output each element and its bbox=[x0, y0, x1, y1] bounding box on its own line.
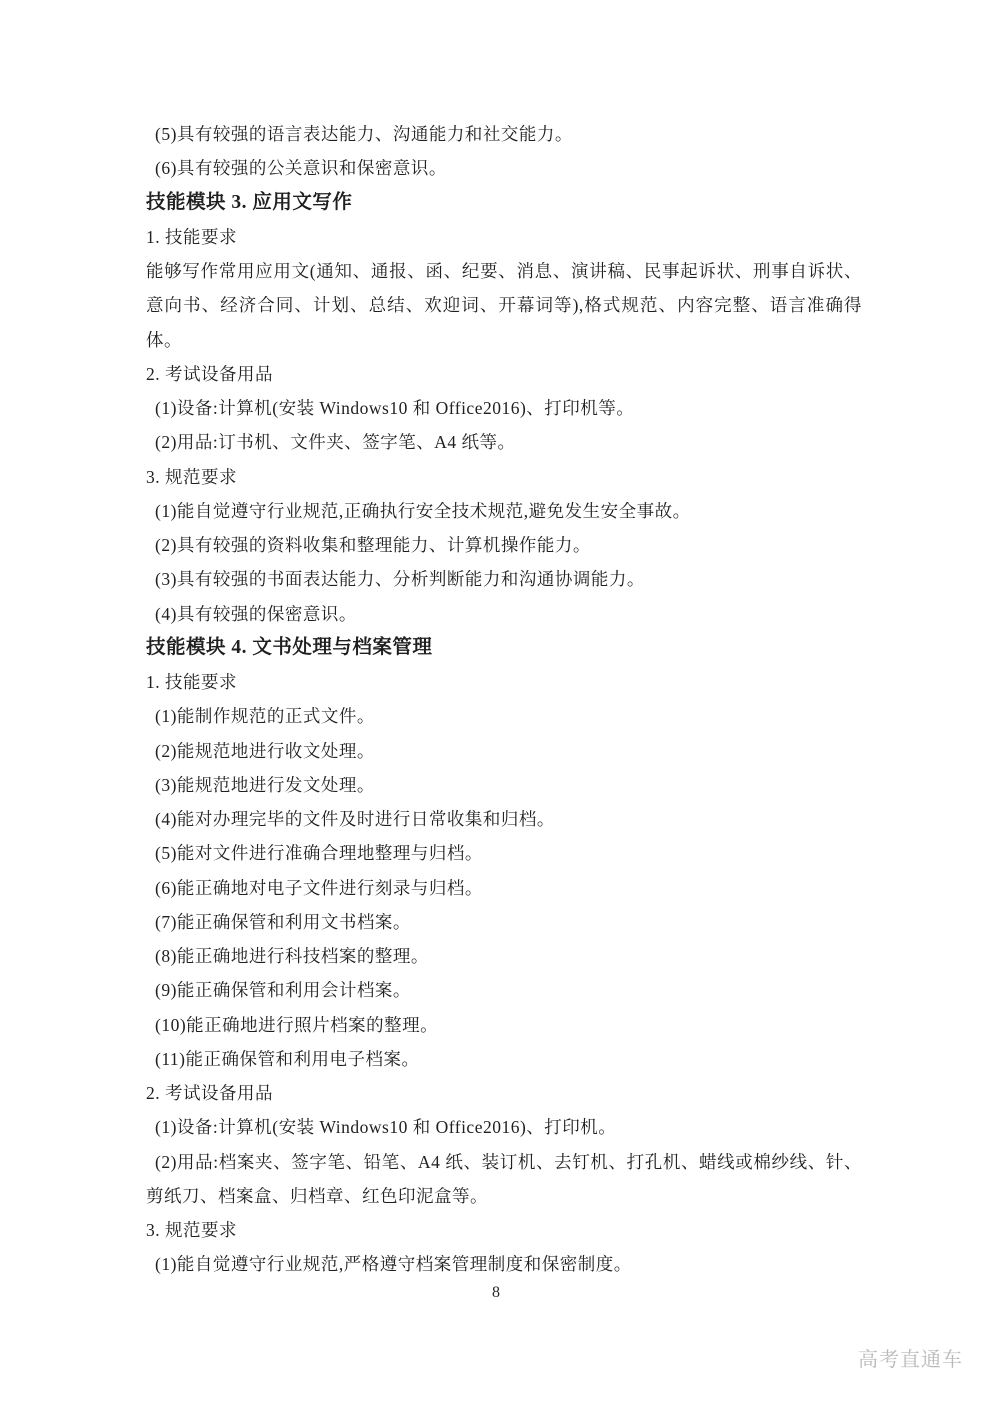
list-item: (2)能规范地进行收文处理。 bbox=[155, 740, 375, 761]
section-heading: 技能模块 4. 文书处理与档案管理 bbox=[146, 636, 433, 658]
sub-label: 2. 考试设备用品 bbox=[146, 1083, 273, 1103]
list-item: (9)能正确保管和利用会计档案。 bbox=[155, 980, 411, 1001]
section-heading: 技能模块 3. 应用文写作 bbox=[146, 191, 353, 213]
sub-label: 1. 技能要求 bbox=[146, 226, 237, 247]
list-item: (3)能规范地进行发文处理。 bbox=[155, 774, 375, 795]
sub-label: 1. 技能要求 bbox=[146, 672, 237, 692]
page-number: 8 bbox=[492, 1284, 500, 1301]
list-item: (5)具有较强的语言表达能力、沟通能力和社交能力。 bbox=[155, 124, 573, 144]
list-item: (8)能正确地进行科技档案的整理。 bbox=[155, 946, 429, 966]
list-item: (2)具有较强的资料收集和整理能力、计算机操作能力。 bbox=[155, 535, 591, 555]
list-item: (1)能自觉遵守行业规范,正确执行安全技术规范,避免发生安全事故。 bbox=[155, 500, 691, 521]
sub-label: 3. 规范要求 bbox=[146, 1220, 237, 1240]
list-item: (6)具有较强的公关意识和保密意识。 bbox=[155, 158, 447, 179]
list-item: (6)能正确地对电子文件进行刻录与归档。 bbox=[155, 877, 483, 898]
list-item: (11)能正确保管和利用电子档案。 bbox=[155, 1048, 420, 1069]
list-item: (4)具有较强的保密意识。 bbox=[155, 603, 357, 624]
list-item: (4)能对办理完毕的文件及时进行日常收集和归档。 bbox=[155, 809, 555, 829]
paragraph: 能够写作常用应用文(通知、通报、函、纪要、消息、演讲稿、民事起诉状、刑事自诉状、意向书、经济合同、计划、总结、欢迎词、开幕词等),格式规范、内容完整、语言准确得体。 bbox=[146, 261, 862, 350]
list-item: (1)设备:计算机(安装 Windows10 和 Office2016)、打印机等。 bbox=[155, 398, 635, 418]
sub-label: 3. 规范要求 bbox=[146, 466, 237, 487]
list-item: (1)能制作规范的正式文件。 bbox=[155, 706, 375, 727]
list-item: (3)具有较强的书面表达能力、分析判断能力和沟通协调能力。 bbox=[155, 569, 645, 590]
list-item: (2)用品:档案夹、签字笔、铅笔、A4 纸、装订机、去钉机、打孔机、蜡线或棉纱线、针、剪纸刀、档案盒、归档章、红色印泥盒等。 bbox=[146, 1151, 862, 1206]
list-item: (10)能正确地进行照片档案的整理。 bbox=[155, 1014, 439, 1035]
document-body bbox=[146, 117, 862, 1282]
list-item: (7)能正确保管和利用文书档案。 bbox=[155, 911, 411, 932]
list-item: (1)设备:计算机(安装 Windows10 和 Office2016)、打印机。 bbox=[155, 1117, 617, 1138]
list-item: (1)能自觉遵守行业规范,严格遵守档案管理制度和保密制度。 bbox=[155, 1254, 632, 1275]
list-item: (2)用品:订书机、文件夹、签字笔、A4 纸等。 bbox=[155, 432, 516, 453]
watermark: 高考直通车 bbox=[858, 1349, 963, 1371]
sub-label: 2. 考试设备用品 bbox=[146, 363, 273, 384]
list-item: (5)能对文件进行准确合理地整理与归档。 bbox=[155, 843, 483, 864]
